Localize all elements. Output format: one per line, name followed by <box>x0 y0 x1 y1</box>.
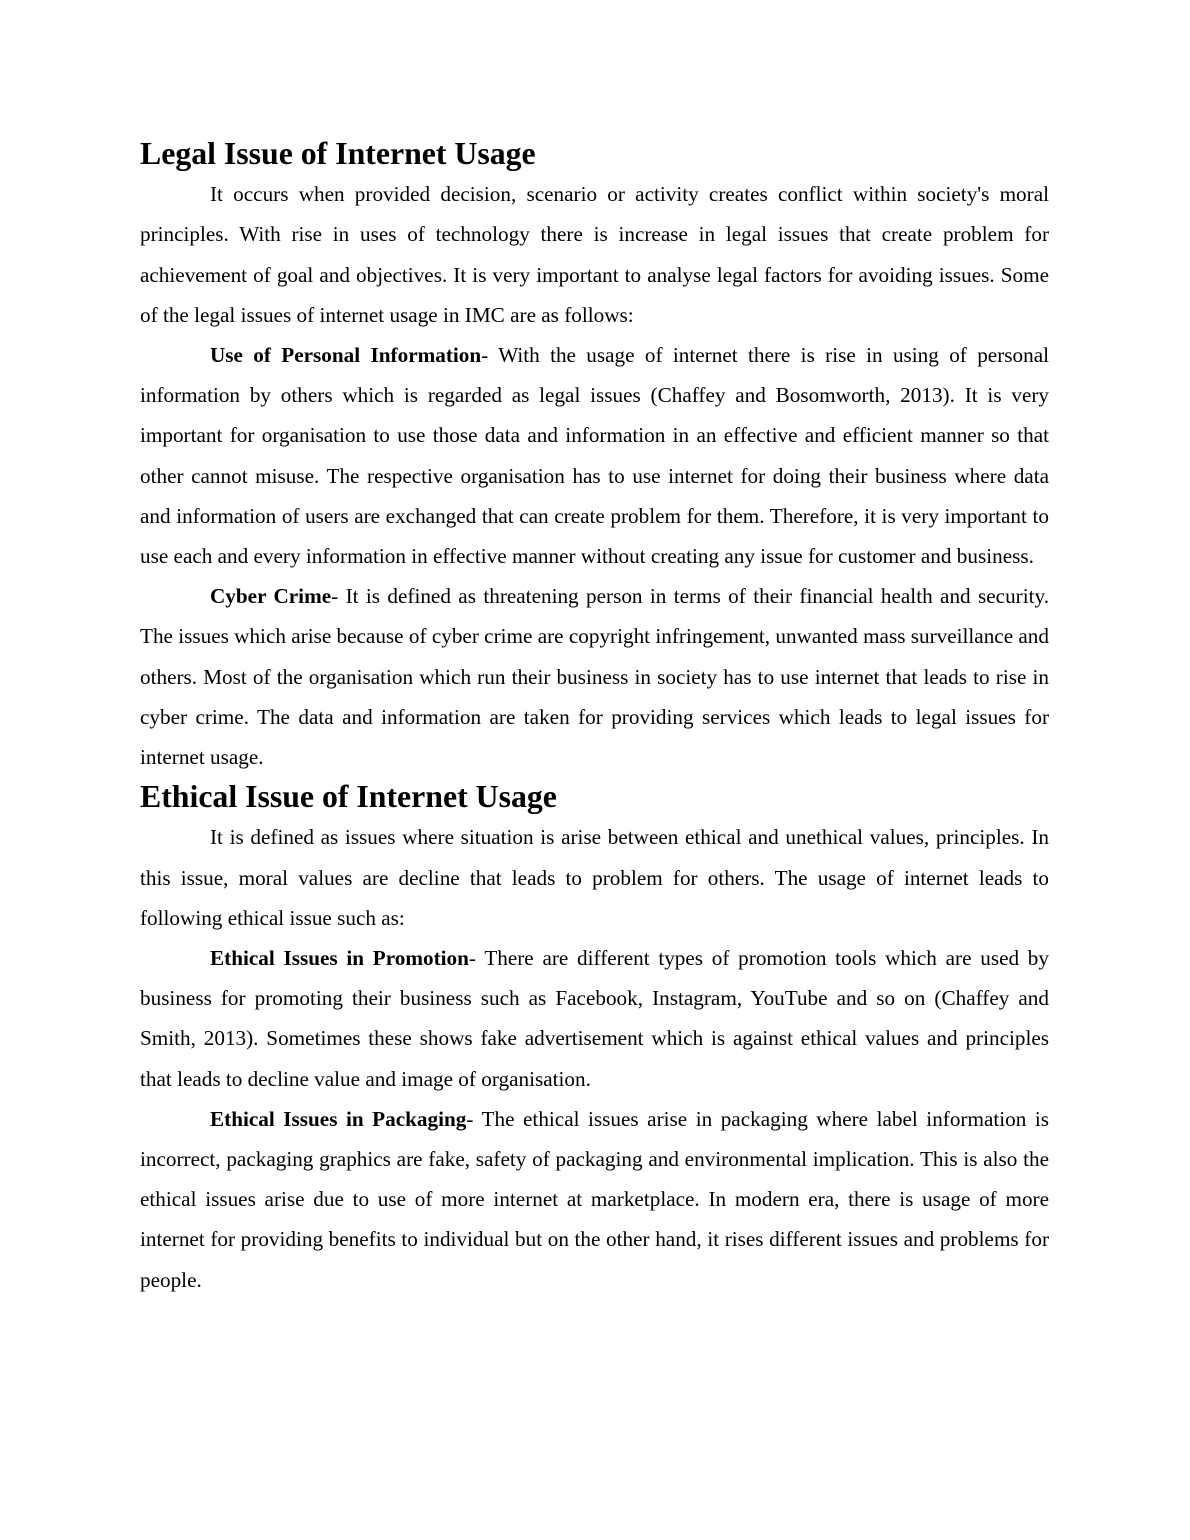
personal-information-paragraph <box>140 335 1049 576</box>
legal-section-intro: It occurs when provided decision, scenario or activity creates conflict within society's moral principles. With rise in uses of technology there is increase in legal issues that create problem for achievement of goal and objectives. It is very important to analyse legal factors for avoiding issues. Some of the legal issues of internet usage in IMC are as follows: <box>140 182 1049 327</box>
packaging-text: - The ethical issues arise in packaging where label information is incorrect, packaging graphics are fake, safety of packaging and environmental implication. This is also the ethical issues arise due to use of more internet at marketplace. In modern era, there is usage of more internet for providing benefits to individual but on the other hand, it rises different issues and problems for people. <box>140 1106 1049 1292</box>
document-page <box>140 134 1049 1300</box>
packaging-term: Ethical Issues in Packaging <box>210 1106 467 1131</box>
promotion-paragraph <box>140 938 1049 1099</box>
ethical-section-intro: It is defined as issues where situation is arise between ethical and unethical values, principles. In this issue, moral values are decline that leads to problem for others. The usage of internet leads to following ethical issue such as: <box>140 825 1049 930</box>
personal-information-term: Use of Personal Information <box>210 343 482 368</box>
cyber-crime-paragraph <box>140 576 1049 777</box>
personal-information-text: - With the usage of internet there is rise in using of personal information by others which is regarded as legal issues (Chaffey and Bosomworth, 2013). It is very important for organisation to use those data and information in an effective and efficient manner so that other cannot misuse. The respective organisation has to use internet for doing their business where data and information of users are exchanged that can create problem for them. Therefore, it is very important to use each and every information in effective manner without creating any issue for customer and business. <box>140 343 1049 569</box>
cyber-crime-text: - It is defined as threatening person in terms of their financial health and security. The issues which arise because of cyber crime are copyright infringement, unwanted mass surveillance and others. Most of the organisation which run their business in society has to use internet that leads to rise in cyber crime. The data and information are taken for providing services which leads to legal issues for internet usage. <box>140 584 1050 770</box>
promotion-term: Ethical Issues in Promotion <box>210 946 469 971</box>
promotion-text: - There are different types of promotion tools which are used by business for promoting their business such as Facebook, Instagram, YouTube and so on (Chaffey and Smith, 2013). Sometimes these shows fake advertisement which is against ethical values and principles that leads to decline value and image of organisation. <box>140 946 1049 1091</box>
ethical-section-heading: Ethical Issue of Internet Usage <box>140 779 557 815</box>
legal-section-heading: Legal Issue of Internet Usage <box>140 136 536 171</box>
cyber-crime-term: Cyber Crime <box>210 584 332 609</box>
packaging-paragraph <box>140 1099 1049 1300</box>
